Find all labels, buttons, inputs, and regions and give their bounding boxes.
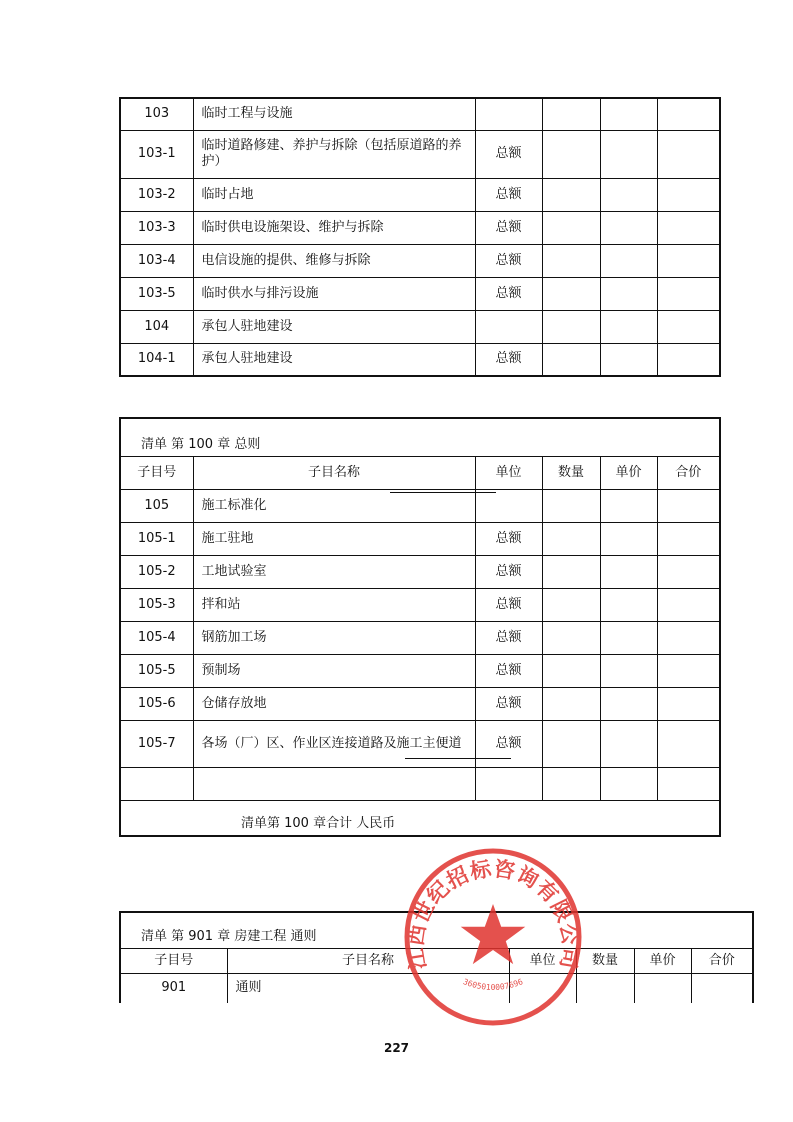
header-code: 子目号 bbox=[120, 948, 227, 973]
table-row bbox=[120, 588, 720, 621]
row-code: 105-7 bbox=[120, 720, 193, 767]
row-code: 105-1 bbox=[120, 522, 193, 555]
header-total: 合价 bbox=[691, 948, 753, 973]
bill-table-chapter-100 bbox=[119, 417, 721, 837]
row-unit: 总额 bbox=[475, 130, 542, 178]
empty-cell bbox=[600, 130, 657, 178]
row-name: 承包人驻地建设 bbox=[193, 310, 475, 343]
table-row bbox=[120, 654, 720, 687]
table-row bbox=[120, 178, 720, 211]
table-row bbox=[120, 343, 720, 376]
row-unit: 总额 bbox=[475, 343, 542, 376]
empty-cell bbox=[657, 98, 720, 130]
row-unit: 总额 bbox=[475, 588, 542, 621]
row-code: 103-2 bbox=[120, 178, 193, 211]
table-row bbox=[120, 555, 720, 588]
row-code: 103-4 bbox=[120, 244, 193, 277]
row-code: 105-6 bbox=[120, 687, 193, 720]
row-name: 临时占地 bbox=[193, 178, 475, 211]
empty-cell bbox=[657, 621, 720, 654]
empty-cell bbox=[657, 555, 720, 588]
row-name: 电信设施的提供、维修与拆除 bbox=[193, 244, 475, 277]
row-code: 105-2 bbox=[120, 555, 193, 588]
row-code: 105-3 bbox=[120, 588, 193, 621]
table-row bbox=[120, 310, 720, 343]
row-name: 临时工程与设施 bbox=[193, 98, 475, 130]
empty-cell bbox=[600, 211, 657, 244]
row-unit: 总额 bbox=[475, 277, 542, 310]
empty-cell bbox=[600, 178, 657, 211]
empty-cell bbox=[542, 130, 600, 178]
empty-cell bbox=[600, 244, 657, 277]
header-price: 单价 bbox=[634, 948, 691, 973]
row-code: 901 bbox=[120, 973, 227, 1003]
chapter-total: 清单第 100 章合计 人民币 bbox=[120, 800, 720, 836]
header-unit: 单位 bbox=[509, 948, 576, 973]
table-row bbox=[120, 522, 720, 555]
empty-cell bbox=[600, 621, 657, 654]
table-title: 清单 第 100 章 总则 bbox=[120, 418, 720, 456]
row-unit: 总额 bbox=[475, 244, 542, 277]
empty-cell bbox=[657, 654, 720, 687]
row-name: 临时供电设施架设、维护与拆除 bbox=[193, 211, 475, 244]
table-row bbox=[120, 211, 720, 244]
empty-cell bbox=[657, 277, 720, 310]
empty-cell bbox=[542, 310, 600, 343]
empty-cell bbox=[600, 767, 657, 800]
empty-cell bbox=[691, 973, 753, 1003]
row-unit: 总额 bbox=[475, 720, 542, 767]
table-row bbox=[120, 244, 720, 277]
star-icon bbox=[461, 904, 526, 964]
empty-cell bbox=[542, 522, 600, 555]
empty-cell bbox=[120, 767, 193, 800]
empty-cell bbox=[542, 687, 600, 720]
empty-cell bbox=[657, 767, 720, 800]
row-name: 各场（厂）区、作业区连接道路及施工主便道 bbox=[193, 720, 475, 767]
empty-cell bbox=[542, 767, 600, 800]
header-qty: 数量 bbox=[576, 948, 634, 973]
empty-cell bbox=[600, 555, 657, 588]
empty-cell bbox=[193, 767, 475, 800]
table-title: 清单 第 901 章 房建工程 通则 bbox=[120, 912, 753, 948]
empty-cell bbox=[657, 130, 720, 178]
row-name: 钢筋加工场 bbox=[193, 621, 475, 654]
seal-number: 3605010007696 bbox=[461, 977, 525, 992]
row-code: 103-1 bbox=[120, 130, 193, 178]
empty-cell bbox=[657, 522, 720, 555]
row-code: 104 bbox=[120, 310, 193, 343]
empty-cell bbox=[542, 489, 600, 522]
empty-cell bbox=[600, 654, 657, 687]
empty-cell bbox=[657, 588, 720, 621]
row-code: 105 bbox=[120, 489, 193, 522]
empty-cell bbox=[600, 98, 657, 130]
empty-cell bbox=[634, 973, 691, 1003]
underline-mark bbox=[405, 758, 511, 759]
row-unit bbox=[475, 310, 542, 343]
row-name: 预制场 bbox=[193, 654, 475, 687]
empty-cell bbox=[600, 489, 657, 522]
company-seal-stamp bbox=[402, 846, 584, 1028]
row-unit: 总额 bbox=[475, 654, 542, 687]
empty-cell bbox=[542, 555, 600, 588]
table-row bbox=[120, 277, 720, 310]
table-row bbox=[120, 621, 720, 654]
seal-text: 江西世纪招标咨询有限公司 bbox=[403, 856, 583, 972]
header-unit: 单位 bbox=[475, 456, 542, 489]
row-code: 103-3 bbox=[120, 211, 193, 244]
row-unit: 总额 bbox=[475, 687, 542, 720]
row-unit bbox=[475, 489, 542, 522]
header-total: 合价 bbox=[657, 456, 720, 489]
empty-cell bbox=[657, 244, 720, 277]
empty-cell bbox=[600, 720, 657, 767]
empty-cell bbox=[657, 343, 720, 376]
empty-cell bbox=[600, 310, 657, 343]
row-unit: 总额 bbox=[475, 178, 542, 211]
empty-cell bbox=[600, 687, 657, 720]
empty-cell bbox=[657, 720, 720, 767]
row-code: 103 bbox=[120, 98, 193, 130]
row-name: 工地试验室 bbox=[193, 555, 475, 588]
row-name: 施工标准化 bbox=[193, 489, 475, 522]
empty-cell bbox=[542, 720, 600, 767]
empty-cell bbox=[657, 310, 720, 343]
header-name: 子目名称 bbox=[227, 948, 509, 973]
empty-cell bbox=[657, 489, 720, 522]
table-row bbox=[120, 687, 720, 720]
page-number: 227 bbox=[383, 1041, 410, 1055]
row-name: 临时供水与排污设施 bbox=[193, 277, 475, 310]
empty-cell bbox=[542, 244, 600, 277]
underline-mark bbox=[390, 492, 496, 493]
empty-cell bbox=[657, 178, 720, 211]
row-unit: 总额 bbox=[475, 522, 542, 555]
row-name: 拌和站 bbox=[193, 588, 475, 621]
empty-cell bbox=[542, 211, 600, 244]
empty-cell bbox=[657, 211, 720, 244]
empty-cell bbox=[475, 767, 542, 800]
empty-cell bbox=[542, 654, 600, 687]
empty-cell bbox=[542, 588, 600, 621]
row-code: 103-5 bbox=[120, 277, 193, 310]
empty-cell bbox=[600, 588, 657, 621]
empty-cell bbox=[576, 973, 634, 1003]
row-code: 105-5 bbox=[120, 654, 193, 687]
row-unit: 总额 bbox=[475, 555, 542, 588]
table-row bbox=[120, 720, 720, 767]
empty-cell bbox=[600, 343, 657, 376]
empty-cell bbox=[542, 178, 600, 211]
row-unit bbox=[475, 98, 542, 130]
header-code: 子目号 bbox=[120, 456, 193, 489]
empty-cell bbox=[657, 687, 720, 720]
empty-cell bbox=[542, 343, 600, 376]
row-unit: 总额 bbox=[475, 211, 542, 244]
row-code: 104-1 bbox=[120, 343, 193, 376]
empty-cell bbox=[542, 621, 600, 654]
row-name: 承包人驻地建设 bbox=[193, 343, 475, 376]
empty-cell bbox=[600, 277, 657, 310]
table-row bbox=[120, 489, 720, 522]
header-name: 子目名称 bbox=[193, 456, 475, 489]
row-unit: 总额 bbox=[475, 621, 542, 654]
header-price: 单价 bbox=[600, 456, 657, 489]
empty-cell bbox=[542, 98, 600, 130]
header-qty: 数量 bbox=[542, 456, 600, 489]
row-name: 仓储存放地 bbox=[193, 687, 475, 720]
row-code: 105-4 bbox=[120, 621, 193, 654]
empty-cell bbox=[600, 522, 657, 555]
table-row bbox=[120, 98, 720, 130]
empty-cell bbox=[542, 277, 600, 310]
svg-text:3605010007696 bbox=[462, 977, 525, 992]
row-name: 施工驻地 bbox=[193, 522, 475, 555]
bill-table-103-104 bbox=[119, 97, 721, 377]
row-name: 通则 bbox=[227, 973, 509, 1003]
table-row bbox=[120, 130, 720, 178]
row-name: 临时道路修建、养护与拆除（包括原道路的养护） bbox=[193, 130, 475, 178]
